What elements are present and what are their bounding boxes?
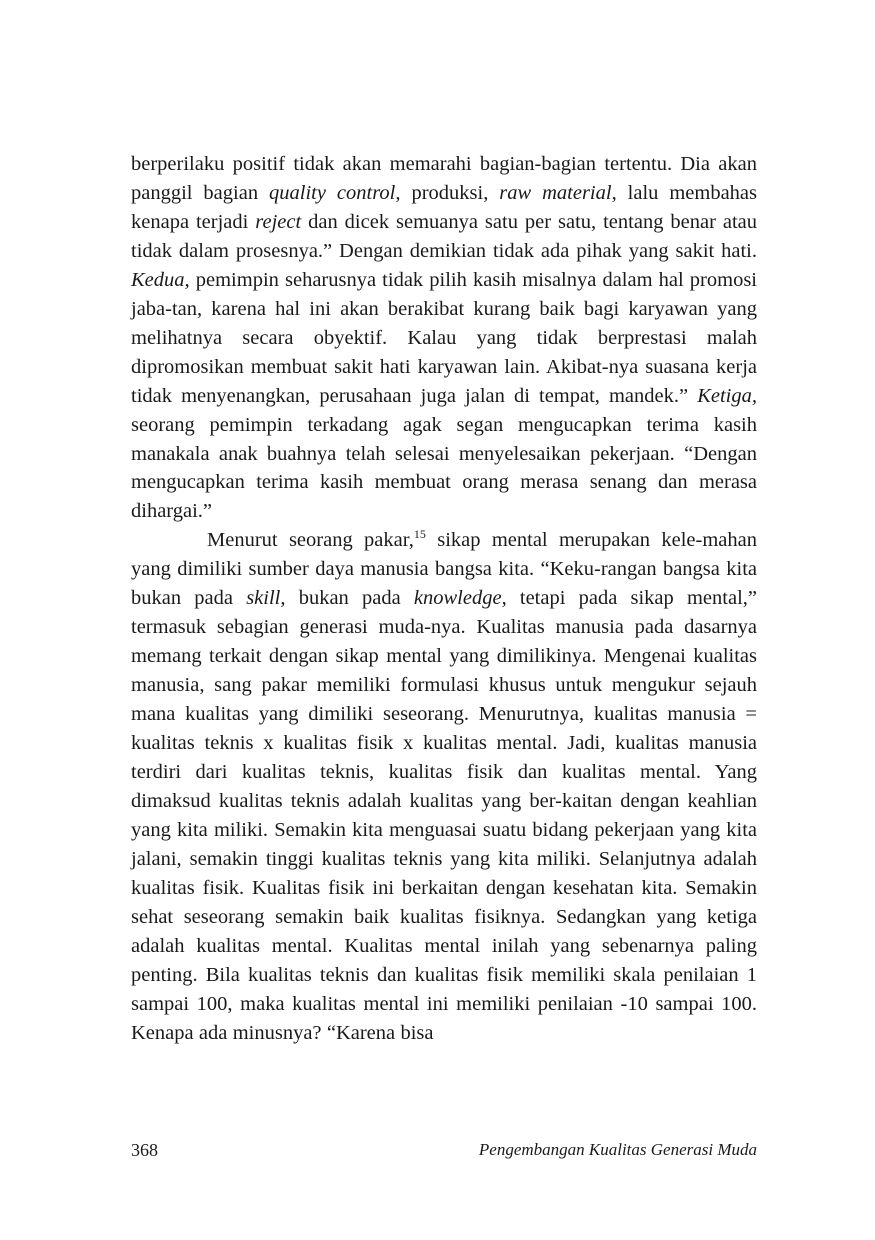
text-run: , bukan pada: [280, 587, 414, 610]
body-text: [131, 150, 757, 1048]
italic-term: knowledge: [413, 587, 502, 610]
running-title: Pengembangan Kualitas Generasi Muda: [478, 1140, 757, 1159]
paragraph: [131, 150, 757, 526]
text-run: pemimpin seharusnya tidak pilih kasih misalnya dalam hal promosi jaba-tan, karena hal ini akan berakibat kurang baik bagi karyawan yang melihatnya secara obyektif. Kalau yang tidak berprestasi malah dipromosikan membuat sakit hati karyawan lain. Akibat-nya suasana kerja tidak menyenangkan, perusahaan juga jalan di tempat, mandek.”: [131, 268, 757, 407]
text-run: produksi,: [400, 181, 500, 204]
text-run: sikap mental merupakan kele-mahan yang dimiliki sumber daya manusia bangsa kita. “Keku-rangan bangsa kita bukan pada: [131, 529, 757, 610]
italic-term: skill: [246, 587, 281, 610]
text-run: berperilaku positif tidak akan memarahi bagian-bagian tertentu. Dia akan panggil bagian: [131, 153, 757, 204]
text-run: , tetapi pada sikap mental,” termasuk sebagian generasi muda-nya. Kualitas manusia pada dasarnya memang terkait dengan sikap mental yang dimilikinya. Mengenai kualitas manusia, sang pakar memiliki formulasi khusus untuk mengukur sejauh mana kualitas yang dimiliki seseorang. Menurutnya, kualitas manusia = kualitas teknis x kualitas fisik x kualitas mental. Jadi, kualitas manusia terdiri dari kualitas teknis, kualitas fisik dan kualitas mental. Yang dimaksud kualitas teknis adalah kualitas yang ber-kaitan dengan keahlian yang kita miliki. Semakin kita menguasai suatu bidang pekerjaan yang kita jalani, semakin tinggi kualitas teknis yang kita miliki. Selanjutnya adalah kualitas fisik. Kualitas fisik ini berkaitan dengan kesehatan kita. Semakin sehat seseorang semakin baik kualitas fisiknya. Sedangkan yang ketiga adalah kualitas mental. Kualitas mental inilah yang sebenarnya paling penting. Bila kualitas teknis dan kualitas fisik memiliki skala penilaian 1 sampai 100, maka kualitas mental ini memiliki penilaian -10 sampai 100. Kenapa ada minusnya? “Karena bisa: [131, 587, 757, 1044]
italic-term: quality control,: [269, 181, 401, 204]
page-number: 368: [131, 1140, 158, 1160]
italic-term: Ketiga,: [697, 384, 757, 407]
italic-term: reject: [255, 210, 302, 233]
paragraph: [131, 526, 757, 1047]
text-run: , lalu membahas kenapa terjadi: [131, 181, 757, 233]
text-run: Menurut seorang pakar,: [207, 529, 414, 552]
italic-term: raw material: [499, 181, 612, 204]
footnote-reference: 15: [413, 527, 426, 542]
text-run: dan dicek semuanya satu per satu, tentang benar atau tidak dalam prosesnya.” Dengan demikian tidak ada pihak yang sakit hati.: [131, 210, 757, 262]
italic-term: Kedua,: [131, 268, 190, 291]
page-footer: [131, 1140, 757, 1164]
text-run: seorang pemimpin terkadang agak segan mengucapkan terima kasih manakala anak buahnya telah selesai menyelesaikan pekerjaan. “Dengan mengucapkan terima kasih membuat orang merasa senang dan merasa dihargai.”: [131, 413, 757, 523]
